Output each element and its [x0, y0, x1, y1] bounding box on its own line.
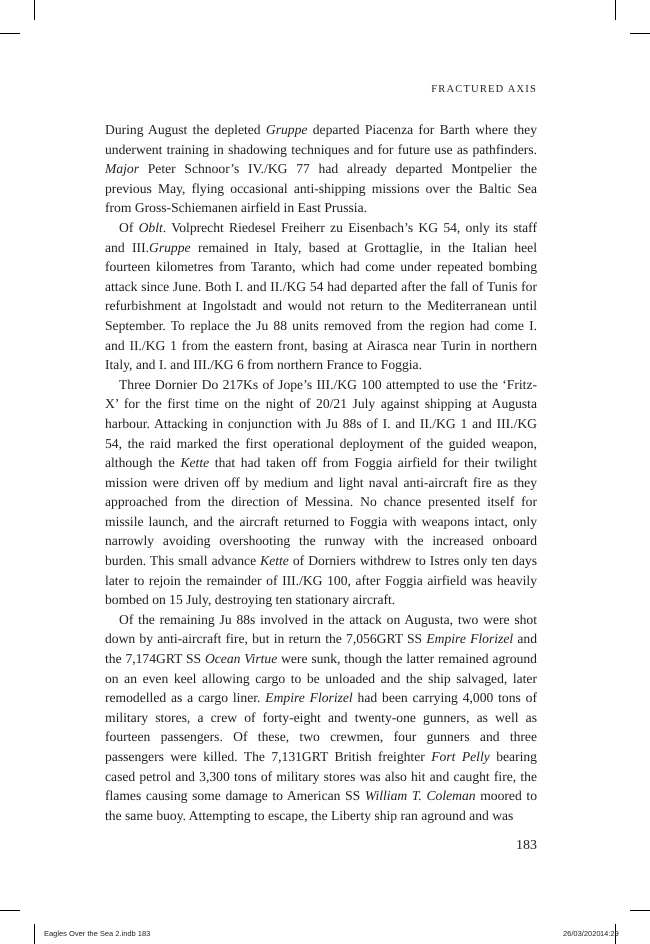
paragraph — [105, 120, 537, 218]
crop-mark-bottom-right-h — [630, 910, 650, 911]
italic-run: Gruppe — [149, 239, 191, 255]
italic-run: Gruppe — [265, 122, 308, 137]
slug-date: 26/03/2020 — [563, 929, 601, 938]
paragraph — [105, 375, 537, 610]
italic-run: Empire Florizel — [265, 690, 353, 706]
text-run: had been carrying 4,000 tons of military stores, a crew of forty-eight and twenty-one gunners, as well as fourteen passengers. Of these, two crewmen, four gunners and three passengers were killed. The 7,131GRT British freighter — [105, 690, 537, 764]
italic-run: William T. Coleman — [364, 788, 476, 804]
crop-mark-bottom-left-h — [0, 910, 20, 911]
text-run: moored to the same buoy. Attempting to escape, the Liberty ship ran aground and was — [105, 788, 537, 823]
crop-mark-top-left-h — [0, 33, 20, 34]
text-run: During August the depleted — [105, 122, 266, 137]
crop-mark-top-right-h — [630, 33, 650, 34]
text-run: that had taken off from Foggia airfield for their twilight mission were driven off by medium and light naval anti-aircraft fire as they approached from the direction of Messina. No chance presented itself for missile launch, and the aircraft returned to Foggia with weapons intact, only narrowly avoiding overshooting the runway with the increased onboard burden. This small advance — [105, 455, 538, 569]
italic-run: Major — [105, 161, 139, 177]
body-text — [105, 120, 537, 825]
text-run: departed Piacenza for Barth where they underwent training in shadowing techniques and for future use as pathfinders. — [105, 122, 537, 157]
text-run: Peter Schnoor’s IV./KG 77 had already departed Montpelier the previous May, flying occasional anti-shipping missions over the Baltic Sea from Gross-Schiemanen airfield in East Prussia. — [105, 161, 537, 216]
text-run: Three Dornier Do 217Ks of Jope’s III./KG 100 attempted to use the ‘Fritz-X’ for the first time on the night of 20/21 July against shipping at Augusta harbour. Attacking in conjunction with Ju 88s of I. and II./KG 1 and III./KG 54, the raid marked the first operational deployment of the guided weapon, although the — [105, 376, 537, 471]
slug-filename: Eagles Over the Sea 2.indb 183 — [44, 929, 151, 938]
slug-time: 14:29 — [600, 929, 619, 938]
italic-run: Kette — [180, 455, 210, 471]
text-run: . Volprecht Riedesel Freiherr zu Eisenbach’s KG 54, only its staff and III. — [105, 219, 537, 255]
italic-run: Empire Florizel — [426, 631, 514, 647]
page-number: 183 — [516, 838, 537, 853]
crop-mark-bottom-left — [34, 924, 35, 944]
paragraph — [105, 610, 537, 826]
crop-mark-top-right — [615, 0, 616, 20]
running-head: FRACTURED AXIS — [431, 84, 537, 95]
paragraph — [105, 218, 537, 375]
text-run: Of — [119, 219, 139, 235]
text-run: Of the remaining Ju 88s involved in the attack on Augusta, two were shot down by anti-aircraft fire, but in return the 7,056GRT SS — [105, 611, 537, 647]
text-run: remained in Italy, based at Grottaglie, in the Italian heel fourteen kilometres from Taranto, which had come under repeated bombing attack since June. Both I. and II./KG 54 had departed after the fall of Tunis for refurbishment at Ingolstadt and would not return to the Mediterranean until September. To replace the Ju 88 units removed from the region had come I. and II./KG 1 from the eastern front, basing at Airasca near Turin in northern Italy, and I. and III./KG 6 from northern France to Foggia. — [105, 239, 537, 373]
italic-run: Ocean Virtue — [204, 651, 278, 667]
text-run: were sunk, though the latter remained aground on an even keel allowing cargo to be unloaded and the ship salvaged, later remodelled as a cargo liner. — [105, 651, 537, 706]
text-run: of Dorniers withdrew to Istres only ten days later to rejoin the remainder of III./KG 100, after Foggia airfield was heavily bombed on 15 July, destroying ten stationary aircraft. — [105, 553, 537, 608]
text-run: and the 7,174GRT SS — [105, 631, 537, 667]
italic-run: Fort Pelly — [431, 749, 490, 764]
italic-run: Oblt — [138, 219, 163, 235]
italic-run: Kette — [260, 553, 289, 569]
crop-mark-top-left — [34, 0, 35, 20]
text-run: bearing cased petrol and 3,300 tons of military stores was also hit and caught fire, the flames causing some damage to American SS — [105, 749, 537, 804]
